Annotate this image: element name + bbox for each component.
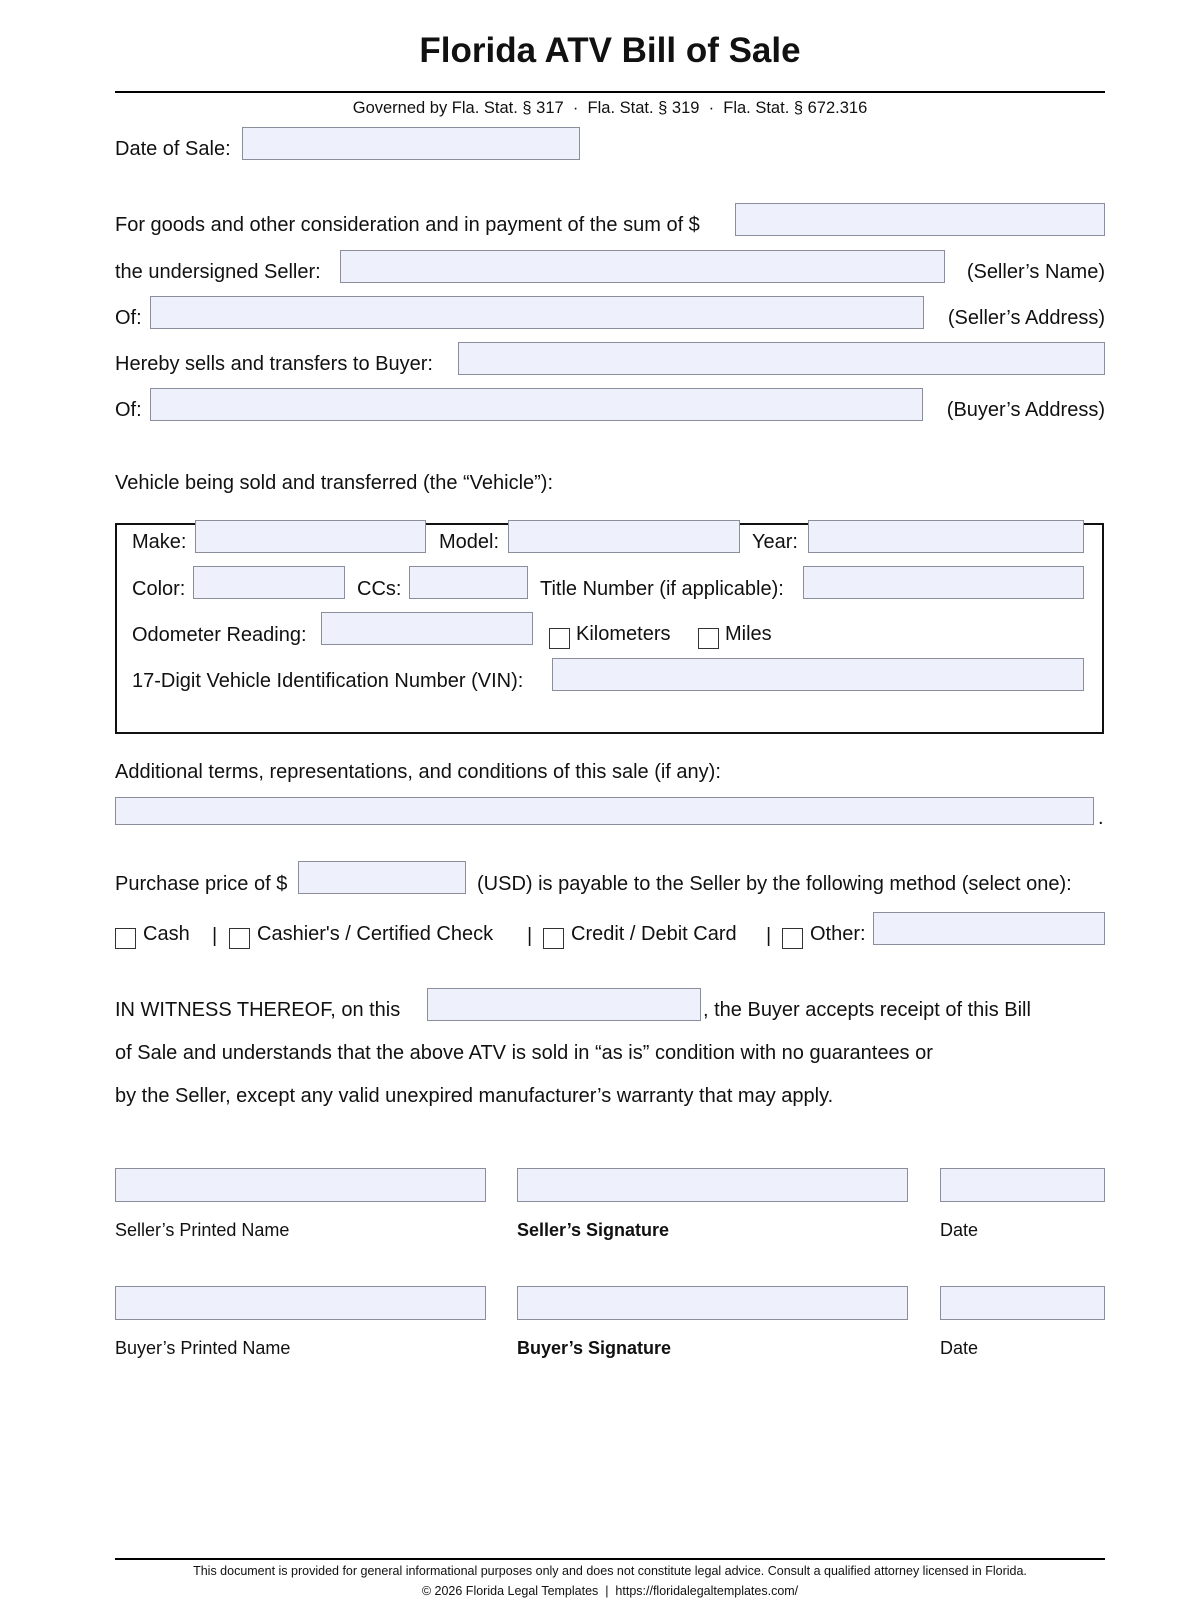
- seller-name-field[interactable]: [340, 250, 945, 283]
- title-number-field[interactable]: [803, 566, 1084, 599]
- buyer-address-field[interactable]: [150, 388, 923, 421]
- other-label: Other:: [810, 923, 866, 945]
- title-number-label: Title Number (if applicable):: [540, 578, 784, 600]
- buyer-date-field[interactable]: [940, 1286, 1105, 1320]
- seller-printed-name-field[interactable]: [115, 1168, 486, 1202]
- title-rule: [115, 91, 1105, 93]
- date-of-sale-field[interactable]: [242, 127, 580, 160]
- witness-line-3: by the Seller, except any valid unexpired manufacturer’s warranty that may apply.: [115, 1085, 834, 1107]
- sum-amount-field[interactable]: [735, 203, 1105, 236]
- cash-checkbox[interactable]: [115, 928, 136, 949]
- seller-printed-name-caption: Seller’s Printed Name: [115, 1220, 290, 1240]
- separator: |: [527, 925, 533, 947]
- price-suffix: (USD) is payable to the Seller by the following method (select one):: [477, 873, 1072, 895]
- seller-address-field[interactable]: [150, 296, 924, 329]
- seller-date-caption: Date: [940, 1220, 979, 1240]
- card-label: Credit / Debit Card: [571, 923, 737, 945]
- seller-label: the undersigned Seller:: [115, 261, 321, 283]
- cash-label: Cash: [143, 923, 190, 945]
- color-label: Color:: [132, 578, 186, 600]
- footer-rule: [115, 1558, 1105, 1560]
- year-label: Year:: [752, 531, 798, 553]
- terms-field[interactable]: [115, 797, 1094, 825]
- cashiers-check-label: Cashier's / Certified Check: [257, 923, 494, 945]
- make-field[interactable]: [195, 520, 426, 553]
- buyer-of-label: Of:: [115, 399, 142, 421]
- price-label: Purchase price of $: [115, 873, 288, 895]
- odometer-label: Odometer Reading:: [132, 624, 307, 646]
- vin-field[interactable]: [552, 658, 1084, 691]
- miles-label: Miles: [725, 623, 772, 645]
- seller-date-field[interactable]: [940, 1168, 1105, 1202]
- vin-label: 17-Digit Vehicle Identification Number (VIN):: [132, 670, 524, 692]
- separator: |: [766, 925, 772, 947]
- seller-address-note: (Seller’s Address): [947, 307, 1105, 329]
- footer-disclaimer: This document is provided for general informational purposes only and does not constitute legal advice. Consult a qualified attorney licensed in Florida.: [193, 1564, 1027, 1578]
- witness-line-2: of Sale and understands that the above ATV is sold in “as is” condition with no guarantees or: [115, 1042, 933, 1064]
- footer-copyright: © 2026 Florida Legal Templates | https://floridalegaltemplates.com/: [421, 1584, 799, 1598]
- ccs-label: CCs:: [357, 578, 402, 600]
- date-of-sale-label: Date of Sale:: [115, 138, 231, 160]
- buyer-signature-caption: Buyer’s Signature: [517, 1338, 672, 1358]
- seller-of-label: Of:: [115, 307, 142, 329]
- witness-tail: , the Buyer accepts receipt of this Bill: [703, 999, 1031, 1021]
- buyer-address-note: (Buyer’s Address): [946, 399, 1105, 421]
- seller-name-note: (Seller’s Name): [966, 261, 1105, 283]
- miles-checkbox[interactable]: [698, 628, 719, 649]
- seller-signature-caption: Seller’s Signature: [517, 1220, 670, 1240]
- odometer-field[interactable]: [321, 612, 533, 645]
- ccs-field[interactable]: [409, 566, 528, 599]
- kilometers-label: Kilometers: [576, 623, 671, 645]
- cashiers-check-checkbox[interactable]: [229, 928, 250, 949]
- other-method-field[interactable]: [873, 912, 1105, 945]
- separator: |: [212, 925, 218, 947]
- buyer-signature-field[interactable]: [517, 1286, 908, 1320]
- make-label: Make:: [132, 531, 187, 553]
- other-checkbox[interactable]: [782, 928, 803, 949]
- terms-label: Additional terms, representations, and conditions of this sale (if any):: [115, 761, 721, 783]
- buyer-label: Hereby sells and transfers to Buyer:: [115, 353, 433, 375]
- terms-period: .: [1098, 807, 1104, 829]
- document-title: Florida ATV Bill of Sale: [419, 31, 801, 70]
- vehicle-intro: Vehicle being sold and transferred (the “Vehicle”):: [115, 472, 554, 494]
- governing-statutes: Governed by Fla. Stat. § 317 · Fla. Stat. § 319 · Fla. Stat. § 672.316: [352, 99, 868, 117]
- model-label: Model:: [439, 531, 500, 553]
- buyer-date-caption: Date: [940, 1338, 979, 1358]
- witness-lead: IN WITNESS THEREOF, on this: [115, 999, 401, 1021]
- buyer-name-field[interactable]: [458, 342, 1105, 375]
- witness-date-field[interactable]: [427, 988, 701, 1021]
- year-field[interactable]: [808, 520, 1084, 553]
- card-checkbox[interactable]: [543, 928, 564, 949]
- model-field[interactable]: [508, 520, 740, 553]
- color-field[interactable]: [193, 566, 345, 599]
- kilometers-checkbox[interactable]: [549, 628, 570, 649]
- sum-label: For goods and other consideration and in payment of the sum of $: [115, 214, 700, 236]
- buyer-printed-name-caption: Buyer’s Printed Name: [115, 1338, 291, 1358]
- buyer-printed-name-field[interactable]: [115, 1286, 486, 1320]
- seller-signature-field[interactable]: [517, 1168, 908, 1202]
- purchase-price-field[interactable]: [298, 861, 466, 894]
